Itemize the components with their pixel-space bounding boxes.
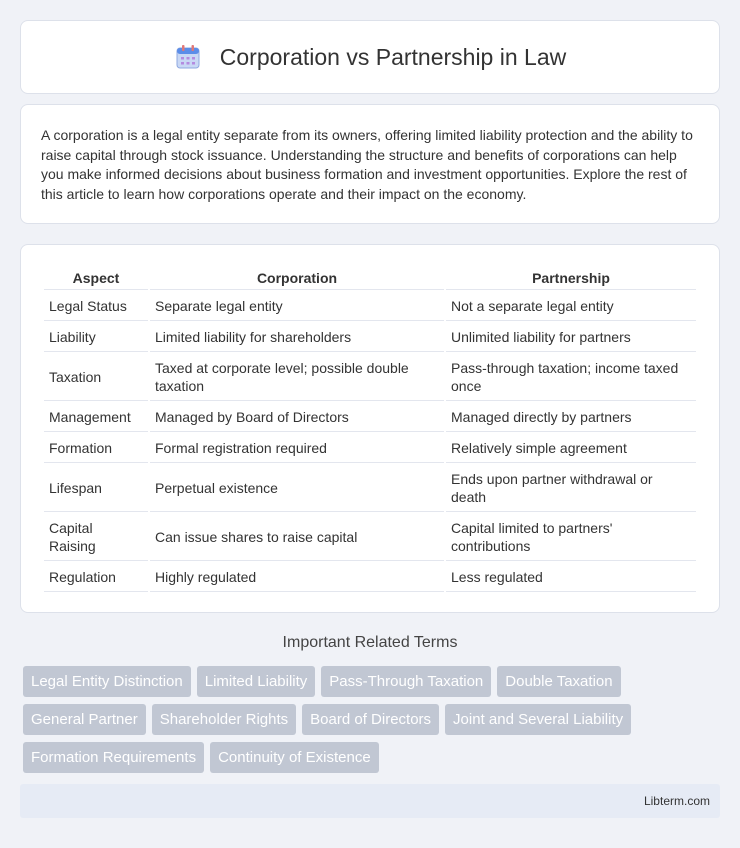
page-title: Corporation vs Partnership in Law — [219, 43, 567, 70]
term-tag[interactable]: Joint and Several Liability — [445, 704, 631, 735]
corporation-cell: Highly regulated — [150, 563, 444, 592]
corporation-cell: Can issue shares to raise capital — [150, 514, 444, 561]
intro-text: A corporation is a legal entity separate from its owners, offering limited liability protection and the ability to raise capital through stock issuance. Understanding the structure and benefits of corporations can help you make informed decisions about business formation and investment opportunities. Explore the rest of this article to learn how corporations operate and their impact on the economy. — [41, 127, 693, 202]
corporation-cell: Limited liability for shareholders — [150, 323, 444, 352]
intro-card — [20, 104, 720, 224]
table-row — [44, 292, 696, 321]
corporation-cell: Separate legal entity — [150, 292, 444, 321]
term-tag[interactable]: Legal Entity Distinction — [23, 666, 191, 697]
header-corporation: Corporation — [150, 267, 444, 290]
calendar-icon — [174, 43, 202, 71]
table-row — [44, 403, 696, 432]
aspect-cell: Management — [44, 403, 148, 432]
table-row — [44, 465, 696, 512]
header-partnership: Partnership — [446, 267, 696, 290]
term-tag[interactable]: Pass-Through Taxation — [321, 666, 491, 697]
corporation-cell: Taxed at corporate level; possible double taxation — [150, 354, 444, 401]
table-row — [44, 354, 696, 401]
aspect-cell: Formation — [44, 434, 148, 463]
footer — [20, 784, 720, 818]
table-row — [44, 563, 696, 592]
table-row — [44, 514, 696, 561]
term-tag[interactable]: Continuity of Existence — [210, 742, 379, 773]
term-tag[interactable]: Shareholder Rights — [152, 704, 296, 735]
partnership-cell: Relatively simple agreement — [446, 434, 696, 463]
corporation-cell: Perpetual existence — [150, 465, 444, 512]
aspect-cell: Lifespan — [44, 465, 148, 512]
partnership-cell: Capital limited to partners' contributions — [446, 514, 696, 561]
term-tag[interactable]: Double Taxation — [497, 666, 620, 697]
partnership-cell: Not a separate legal entity — [446, 292, 696, 321]
related-terms-list — [23, 666, 723, 773]
header-card — [20, 20, 720, 94]
corporation-cell: Managed by Board of Directors — [150, 403, 444, 432]
table-row — [44, 323, 696, 352]
footer-site-link[interactable]: Libterm.com — [643, 794, 710, 808]
partnership-cell: Ends upon partner withdrawal or death — [446, 465, 696, 512]
term-tag[interactable]: Limited Liability — [197, 666, 316, 697]
partnership-cell: Pass-through taxation; income taxed once — [446, 354, 696, 401]
aspect-cell: Legal Status — [44, 292, 148, 321]
table-header-row — [44, 267, 696, 290]
term-tag[interactable]: Formation Requirements — [23, 742, 204, 773]
table-row — [44, 434, 696, 463]
comparison-table — [42, 265, 698, 594]
aspect-cell: Capital Raising — [44, 514, 148, 561]
aspect-cell: Liability — [44, 323, 148, 352]
partnership-cell: Unlimited liability for partners — [446, 323, 696, 352]
term-tag[interactable]: General Partner — [23, 704, 146, 735]
aspect-cell: Regulation — [44, 563, 148, 592]
corporation-cell: Formal registration required — [150, 434, 444, 463]
term-tag[interactable]: Board of Directors — [302, 704, 439, 735]
partnership-cell: Managed directly by partners — [446, 403, 696, 432]
aspect-cell: Taxation — [44, 354, 148, 401]
header-aspect: Aspect — [44, 267, 148, 290]
partnership-cell: Less regulated — [446, 563, 696, 592]
comparison-table-card — [20, 244, 720, 613]
related-terms-title: Important Related Terms — [282, 634, 458, 651]
